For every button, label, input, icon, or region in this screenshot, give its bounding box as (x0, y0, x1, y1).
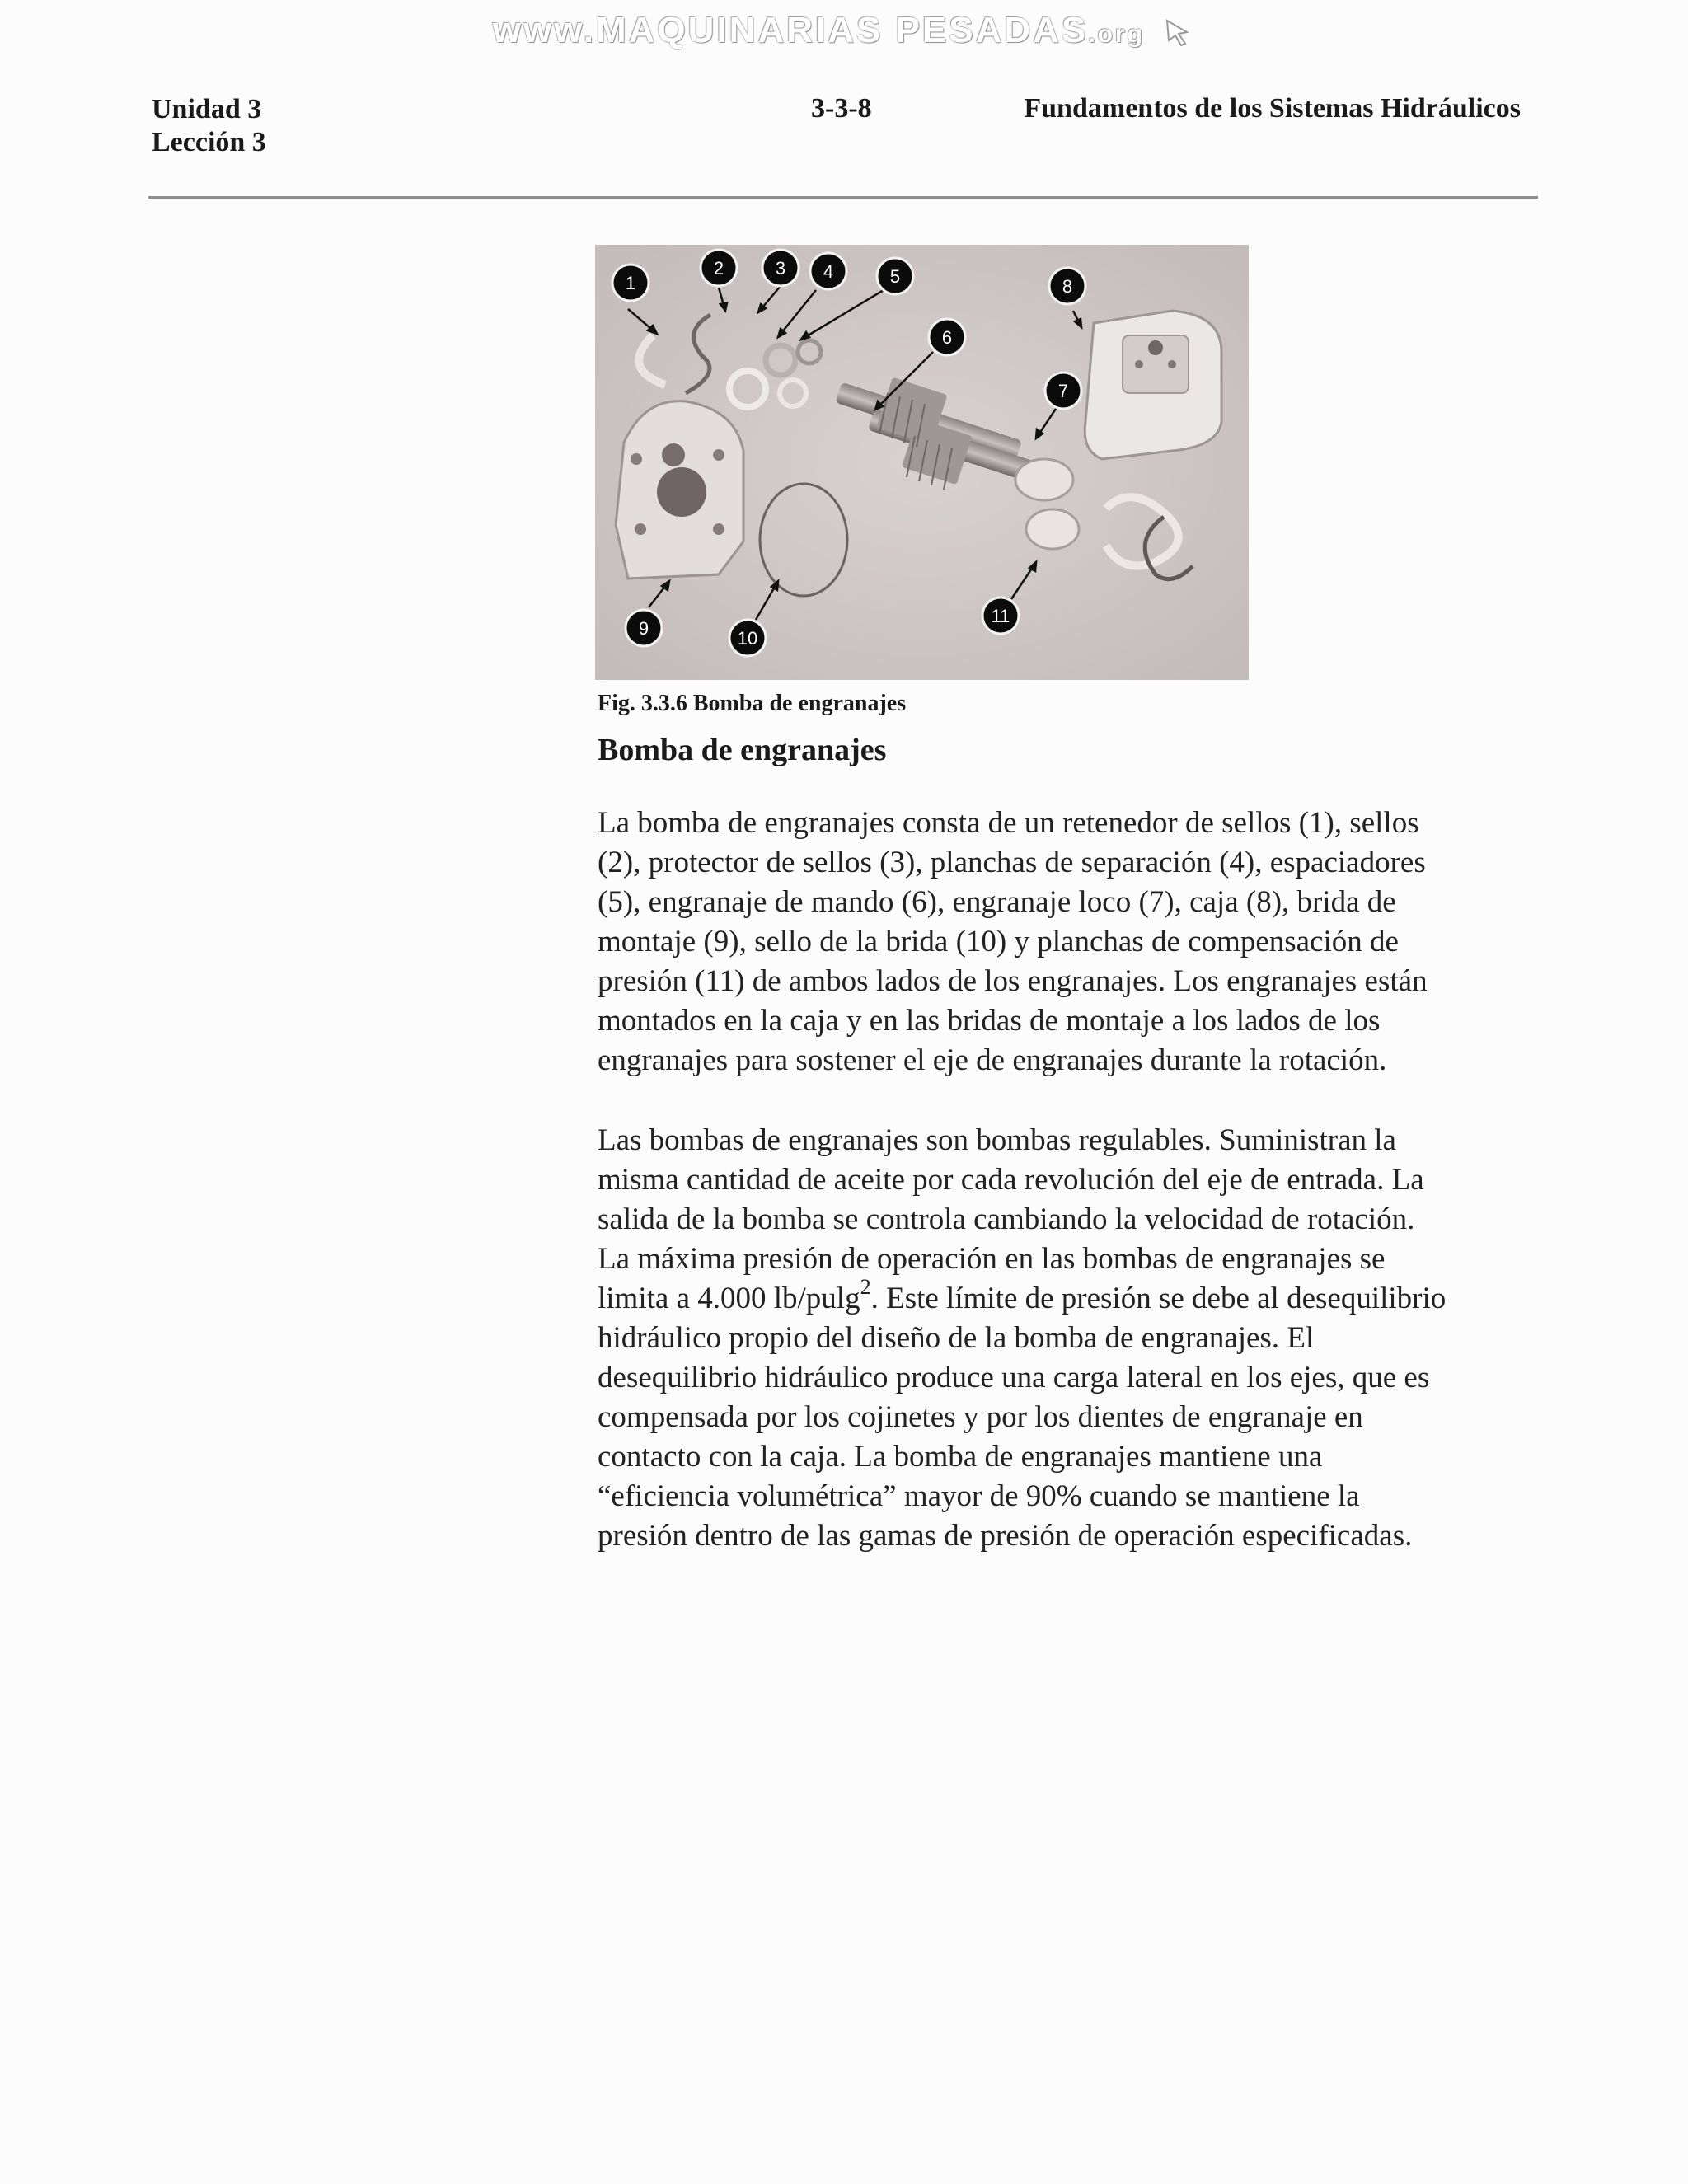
svg-text:3: 3 (775, 258, 786, 279)
paragraph-components (598, 804, 1537, 1080)
text-line: La bomba de engranajes consta de un retenedor de sellos (1), sellos (598, 806, 1419, 840)
callout-4 (810, 253, 846, 289)
cursor-icon (1162, 16, 1195, 49)
svg-text:9: 9 (638, 618, 649, 639)
unit-label: Unidad 3 (152, 94, 262, 124)
callout-11 (982, 598, 1019, 634)
callout-1 (612, 265, 649, 301)
watermark-text: www.MAQUINARIAS PESADAS (492, 10, 1089, 50)
watermark-suffix: .org (1088, 21, 1145, 48)
text-line: montaje (9), sello de la brida (10) y planchas de compensación de (598, 925, 1399, 958)
superscript-exponent: 2 (860, 1274, 871, 1299)
page-number: 3-3-8 (811, 93, 872, 124)
text-line: contacto con la caja. La bomba de engranajes mantiene una (598, 1440, 1323, 1474)
callout-7 (1045, 373, 1081, 409)
text-line: (5), engranaje de mando (6), engranaje loco (7), caja (8), brida de (598, 885, 1396, 919)
lesson-label: Lección 3 (152, 127, 266, 157)
svg-text:11: 11 (991, 606, 1010, 626)
callout-8 (1049, 268, 1085, 304)
gear-pump-exploded-figure (595, 245, 1249, 680)
text-line: presión (11) de ambos lados de los engranajes. Los engranajes están (598, 964, 1428, 998)
text-line: salida de la bomba se controla cambiando la velocidad de rotación. (598, 1202, 1415, 1236)
text-line-with-superscript (598, 1274, 1537, 1319)
document-title: Fundamentos de los Sistemas Hidráulicos (1024, 93, 1521, 124)
text-line: engranajes para sostener el eje de engranajes durante la rotación. (598, 1043, 1387, 1077)
callout-2 (701, 250, 737, 286)
text-line: presión dentro de las gamas de presión de operación especificadas. (598, 1519, 1413, 1553)
text-line: (2), protector de sellos (3), planchas de separación (4), espaciadores (598, 846, 1426, 879)
callout-3 (762, 250, 799, 286)
figure-caption: Fig. 3.3.6 Bomba de engranajes (598, 691, 907, 716)
text-line: Las bombas de engranajes son bombas regulables. Suministran la (598, 1123, 1396, 1157)
header-divider (148, 196, 1538, 199)
svg-text:6: 6 (941, 327, 953, 348)
text-line: misma cantidad de aceite por cada revolución del eje de entrada. La (598, 1163, 1424, 1197)
callout-9 (626, 610, 662, 646)
text-line: compensada por los cojinetes y por los dientes de engranaje en (598, 1400, 1363, 1434)
text-line: montados en la caja y en las bridas de montaje a los lados de los (598, 1004, 1381, 1038)
site-watermark (0, 10, 1688, 51)
callout-6 (929, 319, 965, 355)
svg-text:2: 2 (713, 258, 724, 279)
svg-text:7: 7 (1057, 381, 1069, 401)
svg-text:8: 8 (1062, 276, 1073, 297)
pressure-limit-suffix: . Este límite de presión se debe al desequilibrio (870, 1282, 1447, 1315)
callout-5 (877, 258, 913, 294)
svg-text:4: 4 (823, 261, 834, 282)
callout-10 (729, 620, 766, 656)
pressure-limit-text: limita a 4.000 lb/pulg (598, 1282, 860, 1315)
section-heading: Bomba de engranajes (598, 733, 887, 767)
unit-lesson-label (152, 93, 266, 159)
text-line: desequilibrio hidráulico produce una carga lateral en los ejes, que es (598, 1361, 1430, 1394)
text-line: hidráulico propio del diseño de la bomba de engranajes. El (598, 1321, 1315, 1355)
paragraph-operation (598, 1121, 1537, 1556)
svg-text:5: 5 (889, 266, 901, 287)
text-line: La máxima presión de operación en las bombas de engranajes se (598, 1242, 1386, 1276)
text-line: “eficiencia volumétrica” mayor de 90% cuando se mantiene la (598, 1479, 1360, 1513)
svg-text:1: 1 (625, 273, 636, 293)
svg-text:10: 10 (737, 628, 758, 649)
